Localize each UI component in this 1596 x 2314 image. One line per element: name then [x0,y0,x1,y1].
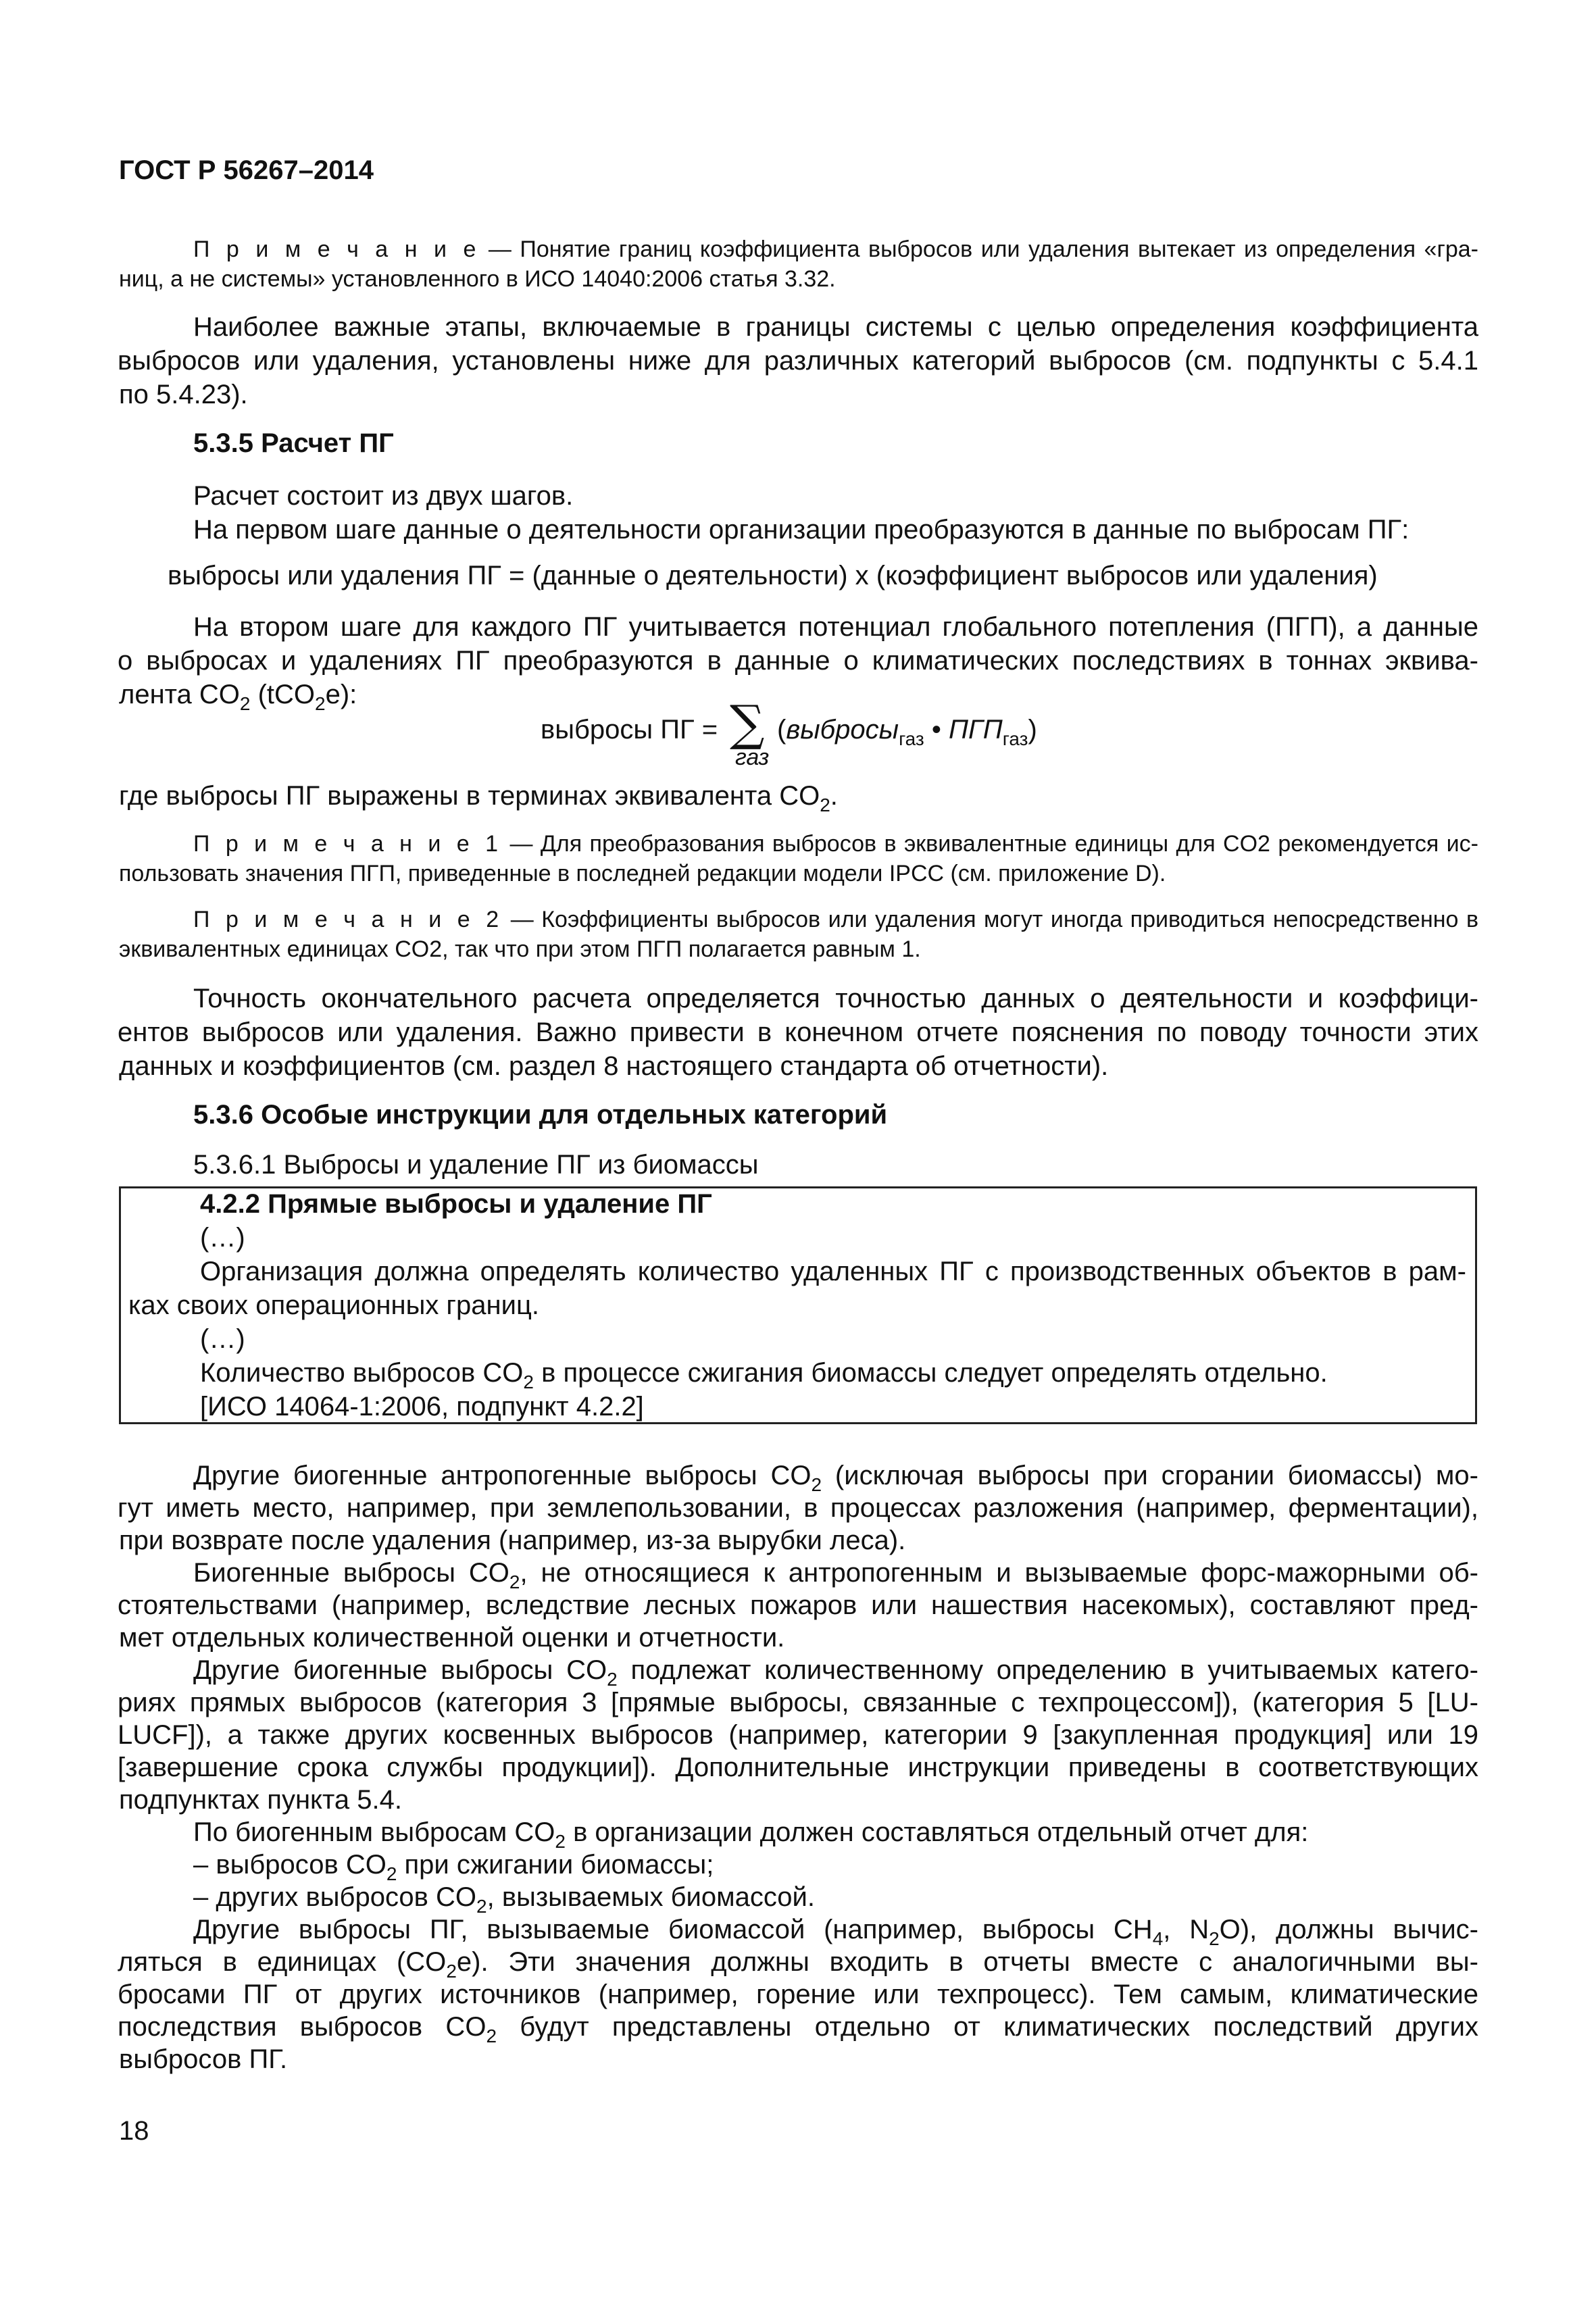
subsection-title: 5.3.6.1 Выбросы и удаление ПГ из биомассы [193,1150,759,1180]
section-title-5-3-6: 5.3.6 Особые инструкции для отдельных категорий [193,1100,888,1130]
paragraph-line: по 5.4.23). [119,380,248,409]
paragraph-line: На втором шаге для каждого ПГ учитывается потенциал глобального потепления (ПГП), а данные [193,612,1478,642]
quote-line: Организация должна определять количество удаленных ПГ с производственных объектов в рам- [200,1257,1466,1286]
note-line [193,235,1478,263]
paragraph-line: где выбросы ПГ выражены в терминах эквивалента $CO_2$. [119,781,838,815]
note-line: П р и м е ч а н и е 1 — Для преобразования выбросов в эквивалентные единицы для CO2 рекомендуется ис- [193,831,1478,857]
paragraph-line: последствия выбросов $CO_2$ будут представлены отдельно от климатических последствий других [118,2012,1478,2046]
paragraph-line: LUCF]), а также других косвенных выбросов (например, категории 9 [закупленная продукция] или 19 [118,1720,1478,1750]
quote-title: 4.2.2 Прямые выбросы и удаление ПГ [200,1189,712,1219]
paragraph-line: ляться в единицах $(CO_2e)$. Эти значения должны входить в отчеты вместе с аналогичными вы- [118,1947,1479,1982]
paragraph-line: риях прямых выбросов (категория 3 [прямые выбросы, связанные с техпроцессом]), (категория 5 [LU- [118,1688,1478,1717]
paragraph-line: гут иметь место, например, при землепользовании, в процессах разложения (например, ферментации), [118,1493,1478,1523]
paragraph-line: Точность окончательного расчета определяется точностью данных о деятельности и коэффици- [193,984,1478,1013]
paragraph-line: Другие выбросы ПГ, вызываемые биомассой (например, выбросы $CH_4$, $N_2O$), должны вычис- [193,1915,1478,1949]
paragraph-line: Другие биогенные выбросы $CO_2$ подлежат количественному определению в учитываемых катего- [193,1655,1478,1690]
sum-symbol: ∑ [730,695,765,751]
paragraph-line: стоятельствами (например, вследствие лесных пожаров или нашествия насекомых), составляют пред- [118,1590,1478,1620]
quote-reference: [ИСО 14064-1:2006, подпункт 4.2.2] [200,1392,644,1422]
paragraph-line: о выбросах и удалениях ПГ преобразуются в данные о климатических последствиях в тоннах эквива- [118,646,1478,676]
paragraph-line: подпунктах пункта 5.4. [119,1785,402,1815]
note-line: пользовать значения ПГП, приведенные в последней редакции модели IPCC (см. приложение D). [119,861,1166,886]
quote-line: ках своих операционных границ. [128,1290,539,1320]
note-line: П р и м е ч а н и е 2 — Коэффициенты выбросов или удаления могут иногда приводиться непосредственно в [193,907,1479,932]
list-item: – выбросов $CO_2$ при сжигании биомассы; [193,1850,714,1884]
paragraph-line: данных и коэффициентов (см. раздел 8 настоящего стандарта об отчетности). [119,1051,1109,1081]
section-title-5-3-5: 5.3.5 Расчет ПГ [193,428,394,458]
paragraph-line: На первом шаге данные о деятельности организации преобразуются в данные по выбросам ПГ: [193,515,1410,545]
formula-2-rhs: (выбросы$_{газ}$ • $ПГП_{газ}$) [777,715,1037,749]
paragraph-line: лента $CO_2$ (tCO$_2$e): [119,680,357,714]
sum-index: газ [735,745,770,770]
paragraph-line: Расчет состоит из двух шагов. [193,481,574,511]
paragraph-line: По биогенным выбросам $CO_2$ в организации должен составляться отдельный отчет для: [193,1817,1309,1852]
formula-1: выбросы или удаления ПГ = (данные о деятельности) х (коэффициент выбросов или удаления) [168,561,1378,590]
note-text: — Понятие границ коэффициента выбросов или удаления вытекает из определения «гра- [488,236,1478,262]
formula-2-lhs: выбросы ПГ = [541,715,718,745]
paragraph-line: Биогенные выбросы $CO_2$, не относящиеся к антропогенным и вызываемые форс-мажорными об- [193,1558,1478,1592]
quote-line: Количество выбросов $CO_2$ в процессе сжигания биомассы следует определять отдельно. [200,1358,1328,1392]
note-line: ниц, а не системы» установленного в ИСО 14040:2006 статья 3.32. [119,266,836,292]
quote-ellipsis: (…) [200,1324,245,1354]
paragraph-line: Наиболее важные этапы, включаемые в границы системы с целью определения коэффициента [193,312,1478,342]
note-label: П р и м е ч а н и е [193,236,480,262]
paragraph-line: при возврате после удаления (например, из-за вырубки леса). [119,1526,906,1555]
paragraph-line: выбросов ПГ. [119,2044,288,2074]
quote-ellipsis: (…) [200,1223,245,1253]
paragraph-line: мет отдельных количественной оценки и отчетности. [119,1623,785,1653]
paragraph-line: Другие биогенные антропогенные выбросы $CO_2$ (исключая выбросы при сгорании биомассы) мо- [193,1461,1479,1495]
note-line: эквивалентных единицах CO2, так что при этом ПГП полагается равным 1. [119,936,921,962]
paragraph-line: ентов выбросов или удаления. Важно привести в конечном отчете пояснения по поводу точности этих [118,1017,1478,1047]
paragraph-line: [завершение срока службы продукции]). Дополнительные инструкции приведены в соответствующих [118,1753,1478,1782]
doc-id-header: ГОСТ Р 56267–2014 [119,155,374,185]
paragraph-line: выбросов или удаления, установлены ниже для различных категорий выбросов (см. подпункты с 5.4.1 [118,346,1478,376]
list-item: – других выбросов $CO_2$, вызываемых биомассой. [193,1882,815,1917]
page-number: 18 [119,2116,149,2146]
paragraph-line: бросами ПГ от других источников (например, горение или техпроцесс). Тем самым, климатические [118,1980,1478,2009]
